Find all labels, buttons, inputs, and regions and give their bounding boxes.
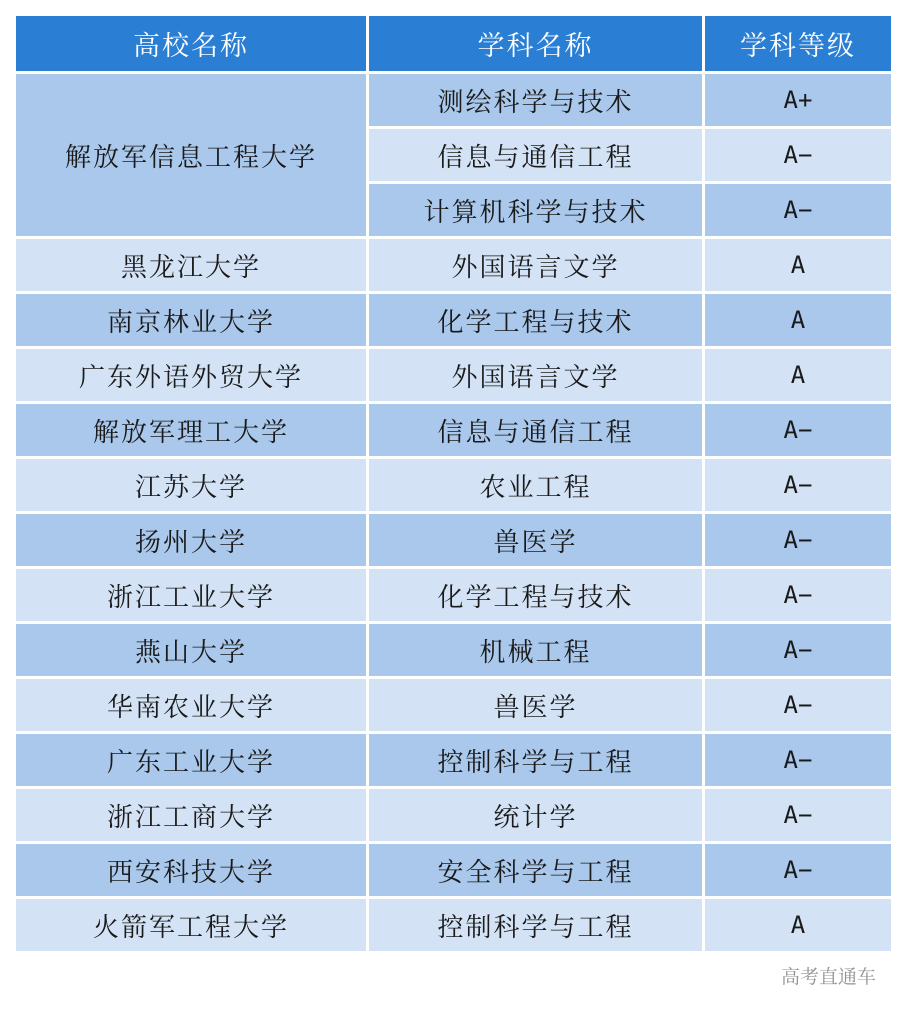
- ranking-table-container: [13, 13, 891, 954]
- grade-cell: A−: [704, 183, 893, 238]
- school-cell: 火箭军工程大学: [15, 898, 368, 953]
- subject-cell: 化学工程与技术: [368, 568, 704, 623]
- grade-cell: A−: [704, 458, 893, 513]
- subject-cell: 机械工程: [368, 623, 704, 678]
- grade-cell: A−: [704, 403, 893, 458]
- table-row: [15, 458, 893, 513]
- school-cell: 西安科技大学: [15, 843, 368, 898]
- subject-cell: 外国语言文学: [368, 348, 704, 403]
- subject-cell: 信息与通信工程: [368, 403, 704, 458]
- source-watermark: 高考直通车: [780, 966, 876, 988]
- grade-cell: A: [704, 898, 893, 953]
- table-row: [15, 238, 893, 293]
- table-row: [15, 788, 893, 843]
- school-cell: 广东工业大学: [15, 733, 368, 788]
- subject-cell: 统计学: [368, 788, 704, 843]
- merged-school-cell: 解放军信息工程大学: [15, 73, 368, 238]
- school-cell: 浙江工商大学: [15, 788, 368, 843]
- subject-cell: 控制科学与工程: [368, 898, 704, 953]
- grade-cell: A: [704, 348, 893, 403]
- subject-cell: 计算机科学与技术: [368, 183, 704, 238]
- grade-cell: A−: [704, 623, 893, 678]
- school-cell: 南京林业大学: [15, 293, 368, 348]
- grade-cell: A−: [704, 843, 893, 898]
- grade-cell: A−: [704, 513, 893, 568]
- table-row: [15, 513, 893, 568]
- table-row: [15, 348, 893, 403]
- table-row: [15, 568, 893, 623]
- grade-cell: A−: [704, 128, 893, 183]
- school-cell: 江苏大学: [15, 458, 368, 513]
- header-subject-name: 学科名称: [368, 15, 704, 73]
- grade-cell: A−: [704, 678, 893, 733]
- grade-cell: A: [704, 293, 893, 348]
- table-row: [15, 73, 893, 128]
- subject-cell: 兽医学: [368, 513, 704, 568]
- grade-cell: A+: [704, 73, 893, 128]
- school-cell: 黑龙江大学: [15, 238, 368, 293]
- header-school-name: 高校名称: [15, 15, 368, 73]
- school-cell: 广东外语外贸大学: [15, 348, 368, 403]
- table-row: [15, 898, 893, 953]
- school-cell: 华南农业大学: [15, 678, 368, 733]
- school-cell: 解放军理工大学: [15, 403, 368, 458]
- school-cell: 燕山大学: [15, 623, 368, 678]
- school-cell: 浙江工业大学: [15, 568, 368, 623]
- table-header-row: [15, 15, 893, 73]
- table-row: [15, 293, 893, 348]
- subject-cell: 化学工程与技术: [368, 293, 704, 348]
- grade-cell: A−: [704, 788, 893, 843]
- subject-cell: 外国语言文学: [368, 238, 704, 293]
- table-row: [15, 733, 893, 788]
- grade-cell: A: [704, 238, 893, 293]
- subject-cell: 安全科学与工程: [368, 843, 704, 898]
- subject-cell: 控制科学与工程: [368, 733, 704, 788]
- table-row: [15, 403, 893, 458]
- header-subject-grade: 学科等级: [704, 15, 893, 73]
- discipline-ranking-table: [13, 13, 894, 954]
- subject-cell: 兽医学: [368, 678, 704, 733]
- table-row: [15, 623, 893, 678]
- grade-cell: A−: [704, 568, 893, 623]
- subject-cell: 测绘科学与技术: [368, 73, 704, 128]
- school-cell: 扬州大学: [15, 513, 368, 568]
- table-row: [15, 843, 893, 898]
- grade-cell: A−: [704, 733, 893, 788]
- subject-cell: 信息与通信工程: [368, 128, 704, 183]
- table-row: [15, 678, 893, 733]
- subject-cell: 农业工程: [368, 458, 704, 513]
